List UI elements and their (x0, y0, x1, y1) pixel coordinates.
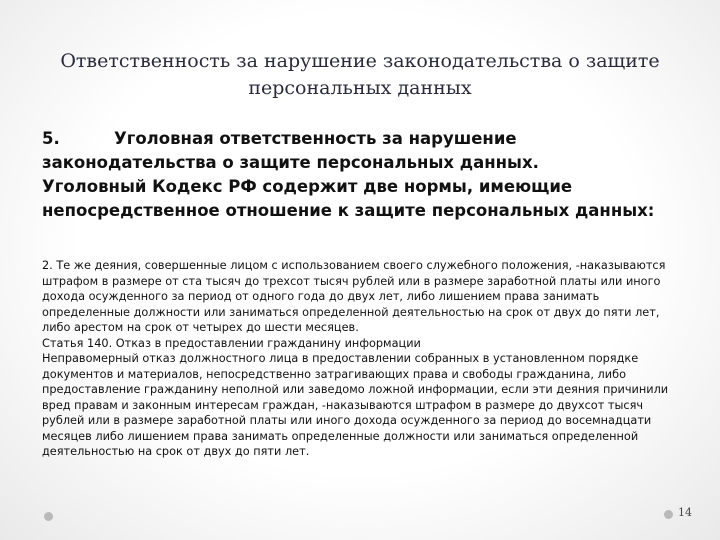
body-text (42, 258, 682, 460)
body-paragraph-1: 2. Те же деяния, совершенные лицом с использованием своего служебного положения, -наказываются штрафом в размере от ста тысяч до трехсот тысяч рублей или в размере заработной платы или иного дохода осужденного за период от одного года до двух лет, либо лишением права занимать определенные должности или заниматься определенной деятельностью на срок от двух до пяти лет, либо арестом на срок от четырех до шести месяцев. (42, 259, 666, 334)
right-decor-dot (664, 510, 673, 519)
heading-line-1 (42, 127, 682, 175)
body-paragraph-3: Неправомерный отказ должностного лица в предоставлении собранных в установленном порядке документов и материалов, непосредственно затрагивающих права и свободы гражданина, либо предоставление гражданину неполной или заведомо ложной информации, если эти деяния причинили вред правам и законным интересам граждан, -наказываются штрафом в размере до двухсот тысяч рублей или в размере заработной платы или иного дохода осужденного за период до восемнадцати месяцев либо лишением права занимать определенные должности или заниматься определенной деятельностью на срок от двух до пяти лет. (42, 352, 669, 458)
heading-line-2: Уголовный Кодекс РФ содержит две нормы, имеющие непосредственное отношение к защите персональных данных: (42, 177, 655, 220)
section-number: 5. (42, 129, 60, 148)
slide-title: Ответственность за нарушение законодательства о защите персональных данных (60, 50, 660, 99)
page-number: 14 (678, 506, 692, 519)
left-decor-dot (44, 512, 53, 521)
heading-line-1-text: Уголовная ответственность за нарушение законодательства о защите персональных данных. (42, 129, 539, 172)
section-heading (42, 127, 682, 223)
body-paragraph-2: Статья 140. Отказ в предоставлении гражданину информации (42, 336, 421, 350)
